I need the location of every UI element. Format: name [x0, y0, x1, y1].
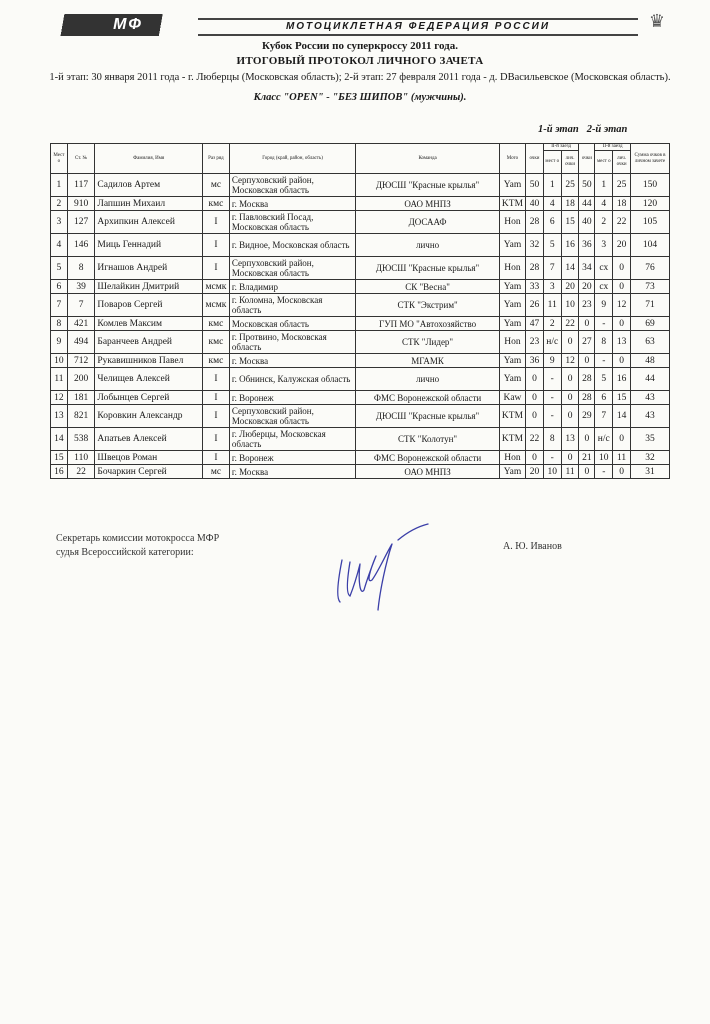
- table-row: [51, 428, 670, 451]
- row-rank: I: [202, 405, 229, 428]
- row-sum: 76: [631, 257, 670, 280]
- row-name: Игнашов Андрей: [95, 257, 203, 280]
- row-rank: мс: [202, 174, 229, 197]
- header-s1-points: лич. очки: [561, 151, 579, 174]
- row-s2-total: 29: [579, 405, 595, 428]
- row-team: ФМС Воронежской области: [356, 451, 500, 465]
- row-s2-points: 0: [613, 317, 631, 331]
- row-s1-points: 0: [561, 451, 579, 465]
- row-start-num: 8: [67, 257, 95, 280]
- row-s1-place: 2: [543, 317, 561, 331]
- row-team: ДЮСШ "Красные крылья": [356, 405, 500, 428]
- row-s1-place: 11: [543, 294, 561, 317]
- row-city: г. Москва: [229, 465, 355, 479]
- row-rank: I: [202, 391, 229, 405]
- stage-labels: [538, 124, 648, 135]
- row-sum: 71: [631, 294, 670, 317]
- row-s2-points: 13: [613, 331, 631, 354]
- row-sum: 63: [631, 331, 670, 354]
- header-team: Команда: [356, 144, 500, 174]
- row-sum: 43: [631, 391, 670, 405]
- row-city: г. Москва: [229, 354, 355, 368]
- row-start-num: 110: [67, 451, 95, 465]
- row-city: г. Протвино, Московская область: [229, 331, 355, 354]
- row-s1-total: 28: [526, 211, 544, 234]
- row-team: СТК "Колотун": [356, 428, 500, 451]
- row-place: 14: [51, 428, 68, 451]
- header-name: Фамилия, Имя: [95, 144, 203, 174]
- row-s1-total: 47: [526, 317, 544, 331]
- row-team: ДЮСШ "Красные крылья": [356, 174, 500, 197]
- row-s2-place: 8: [595, 331, 613, 354]
- table-row: [51, 294, 670, 317]
- document-header: [48, 14, 638, 36]
- row-rank: I: [202, 234, 229, 257]
- table-row: [51, 368, 670, 391]
- table-row: [51, 280, 670, 294]
- row-s1-points: 0: [561, 405, 579, 428]
- row-s1-place: 7: [543, 257, 561, 280]
- row-s2-place: -: [595, 354, 613, 368]
- row-s1-points: 20: [561, 280, 579, 294]
- row-moto: KTM: [499, 405, 525, 428]
- row-s2-points: 22: [613, 211, 631, 234]
- row-s2-points: 0: [613, 257, 631, 280]
- row-s2-points: 18: [613, 197, 631, 211]
- row-name: Баранчеев Андрей: [95, 331, 203, 354]
- row-city: г. Люберцы, Московская область: [229, 428, 355, 451]
- row-place: 8: [51, 317, 68, 331]
- signer-name: А. Ю. Иванов: [503, 541, 562, 552]
- row-team: ФМС Воронежской области: [356, 391, 500, 405]
- results-table: [50, 143, 670, 479]
- row-start-num: 181: [67, 391, 95, 405]
- row-s1-points: 22: [561, 317, 579, 331]
- row-s2-place: 10: [595, 451, 613, 465]
- row-s1-points: 0: [561, 331, 579, 354]
- row-start-num: 22: [67, 465, 95, 479]
- row-start-num: 7: [67, 294, 95, 317]
- row-team: ДОСААФ: [356, 211, 500, 234]
- row-rank: кмс: [202, 331, 229, 354]
- row-sum: 69: [631, 317, 670, 331]
- row-s1-total: 23: [526, 331, 544, 354]
- row-s2-points: 0: [613, 354, 631, 368]
- row-s2-points: 16: [613, 368, 631, 391]
- row-place: 5: [51, 257, 68, 280]
- row-moto: KTM: [499, 428, 525, 451]
- row-start-num: 910: [67, 197, 95, 211]
- header-s2-points: лич. очки: [613, 151, 631, 174]
- row-s2-points: 12: [613, 294, 631, 317]
- row-start-num: 117: [67, 174, 95, 197]
- row-moto: Hon: [499, 257, 525, 280]
- row-place: 13: [51, 405, 68, 428]
- row-s1-total: 40: [526, 197, 544, 211]
- row-s2-total: 27: [579, 331, 595, 354]
- row-sum: 31: [631, 465, 670, 479]
- row-rank: мс: [202, 465, 229, 479]
- row-team: СТК "Экстрим": [356, 294, 500, 317]
- row-s1-total: 0: [526, 368, 544, 391]
- row-moto: Yam: [499, 294, 525, 317]
- row-sum: 105: [631, 211, 670, 234]
- row-rank: мсмк: [202, 280, 229, 294]
- stage2-label: 2-й этап: [586, 124, 628, 135]
- row-name: Лобынцев Сергей: [95, 391, 203, 405]
- row-sum: 120: [631, 197, 670, 211]
- row-s1-place: 1: [543, 174, 561, 197]
- row-city: г. Москва: [229, 197, 355, 211]
- row-rank: I: [202, 368, 229, 391]
- row-rank: кмс: [202, 354, 229, 368]
- header-s2-total: очки: [579, 144, 595, 174]
- row-s2-place: 3: [595, 234, 613, 257]
- row-start-num: 146: [67, 234, 95, 257]
- row-s2-place: сх: [595, 257, 613, 280]
- secretary-title: Секретарь комиссии мотокросса МФР: [56, 533, 220, 544]
- row-s2-total: 0: [579, 465, 595, 479]
- row-s1-points: 13: [561, 428, 579, 451]
- row-s2-points: 0: [613, 280, 631, 294]
- row-s2-total: 36: [579, 234, 595, 257]
- row-s2-total: 40: [579, 211, 595, 234]
- table-row: [51, 391, 670, 405]
- row-name: Архипкин Алексей: [95, 211, 203, 234]
- row-s1-place: 10: [543, 465, 561, 479]
- row-sum: 48: [631, 354, 670, 368]
- row-place: 2: [51, 197, 68, 211]
- header-s2-place: мест о: [595, 151, 613, 174]
- row-sum: 43: [631, 405, 670, 428]
- row-team: ОАО МНПЗ: [356, 197, 500, 211]
- row-s2-total: 0: [579, 354, 595, 368]
- row-s2-points: 25: [613, 174, 631, 197]
- row-name: Комлев Максим: [95, 317, 203, 331]
- row-moto: Yam: [499, 368, 525, 391]
- row-start-num: 39: [67, 280, 95, 294]
- row-s1-points: 0: [561, 391, 579, 405]
- row-rank: мсмк: [202, 294, 229, 317]
- row-start-num: 421: [67, 317, 95, 331]
- row-s2-place: -: [595, 317, 613, 331]
- header-s2-race: II-й заезд: [595, 144, 631, 151]
- row-team: лично: [356, 368, 500, 391]
- row-s2-total: 23: [579, 294, 595, 317]
- row-s1-place: -: [543, 405, 561, 428]
- row-city: г. Обнинск, Калужская область: [229, 368, 355, 391]
- row-s1-points: 16: [561, 234, 579, 257]
- row-s1-place: 8: [543, 428, 561, 451]
- row-s1-points: 10: [561, 294, 579, 317]
- row-team: ГУП МО "Автохозяйство: [356, 317, 500, 331]
- stages-description: 1-й этап: 30 января 2011 года - г. Люберцы (Московская область); 2-й этап: 27 февраля 2011 года - д. DВасильевское (Московская область).: [49, 72, 671, 83]
- row-s2-place: н/с: [595, 428, 613, 451]
- row-s1-points: 25: [561, 174, 579, 197]
- row-sum: 44: [631, 368, 670, 391]
- row-moto: Hon: [499, 331, 525, 354]
- table-row: [51, 211, 670, 234]
- row-s1-place: 9: [543, 354, 561, 368]
- row-s2-total: 28: [579, 391, 595, 405]
- row-s1-total: 50: [526, 174, 544, 197]
- row-team: лично: [356, 234, 500, 257]
- row-team: СТК "Лидер": [356, 331, 500, 354]
- table-row: [51, 465, 670, 479]
- results-body: [51, 174, 670, 479]
- row-s1-total: 28: [526, 257, 544, 280]
- table-header-row: [51, 144, 670, 151]
- row-sum: 35: [631, 428, 670, 451]
- table-row: [51, 354, 670, 368]
- row-s2-place: 9: [595, 294, 613, 317]
- row-name: Швецов Роман: [95, 451, 203, 465]
- row-place: 9: [51, 331, 68, 354]
- row-city: г. Павловский Посад, Московская область: [229, 211, 355, 234]
- row-s1-total: 22: [526, 428, 544, 451]
- row-s2-total: 20: [579, 280, 595, 294]
- row-start-num: 821: [67, 405, 95, 428]
- row-s1-total: 26: [526, 294, 544, 317]
- row-s2-place: 7: [595, 405, 613, 428]
- row-s2-points: 15: [613, 391, 631, 405]
- table-row: [51, 234, 670, 257]
- row-s2-total: 50: [579, 174, 595, 197]
- row-start-num: 200: [67, 368, 95, 391]
- row-moto: Yam: [499, 465, 525, 479]
- row-name: Коровкин Александр: [95, 405, 203, 428]
- row-moto: Yam: [499, 354, 525, 368]
- row-s2-points: 20: [613, 234, 631, 257]
- row-s1-total: 0: [526, 391, 544, 405]
- row-s2-points: 11: [613, 451, 631, 465]
- row-moto: KTM: [499, 197, 525, 211]
- row-place: 16: [51, 465, 68, 479]
- table-row: [51, 317, 670, 331]
- table-row: [51, 197, 670, 211]
- header-moto: Мото: [499, 144, 525, 174]
- row-sum: 32: [631, 451, 670, 465]
- secretary-block: [56, 532, 219, 560]
- federation-name: МОТОЦИКЛЕТНАЯ ФЕДЕРАЦИЯ РОССИИ: [198, 18, 638, 36]
- class-title: Класс "OPEN" - "БЕЗ ШИПОВ" (мужчины).: [253, 92, 467, 103]
- row-s1-place: 6: [543, 211, 561, 234]
- row-s1-points: 18: [561, 197, 579, 211]
- header-rank: Раз ряд: [202, 144, 229, 174]
- row-moto: Hon: [499, 451, 525, 465]
- row-place: 15: [51, 451, 68, 465]
- row-name: Рукавишников Павел: [95, 354, 203, 368]
- row-sum: 73: [631, 280, 670, 294]
- row-rank: I: [202, 428, 229, 451]
- row-place: 6: [51, 280, 68, 294]
- row-s1-points: 15: [561, 211, 579, 234]
- row-place: 10: [51, 354, 68, 368]
- row-moto: Yam: [499, 280, 525, 294]
- row-s2-total: 34: [579, 257, 595, 280]
- row-s1-points: 0: [561, 368, 579, 391]
- table-row: [51, 174, 670, 197]
- row-city: г. Воронеж: [229, 391, 355, 405]
- header-start-num: Ст. №: [67, 144, 95, 174]
- row-city: г. Видное, Московская область: [229, 234, 355, 257]
- row-city: г. Воронеж: [229, 451, 355, 465]
- row-s1-place: 3: [543, 280, 561, 294]
- row-s1-total: 36: [526, 354, 544, 368]
- row-s1-place: -: [543, 451, 561, 465]
- row-name: Челищев Алексей: [95, 368, 203, 391]
- row-city: г. Коломна, Московская область: [229, 294, 355, 317]
- row-s1-total: 32: [526, 234, 544, 257]
- row-rank: кмс: [202, 197, 229, 211]
- protocol-title: ИТОГОВЫЙ ПРОТОКОЛ ЛИЧНОГО ЗАЧЕТА: [236, 55, 484, 67]
- eagle-icon: ♛: [648, 11, 666, 31]
- row-name: Апатьев Алексей: [95, 428, 203, 451]
- row-moto: Yam: [499, 234, 525, 257]
- row-moto: Yam: [499, 174, 525, 197]
- row-name: Лапшин Михаил: [95, 197, 203, 211]
- title-block: [40, 40, 680, 103]
- table-row: [51, 257, 670, 280]
- row-city: Серпуховский район, Московская область: [229, 405, 355, 428]
- row-s1-total: 33: [526, 280, 544, 294]
- table-row: [51, 405, 670, 428]
- row-s1-total: 0: [526, 451, 544, 465]
- row-city: Серпуховский район, Московская область: [229, 174, 355, 197]
- row-team: МГАМК: [356, 354, 500, 368]
- row-place: 1: [51, 174, 68, 197]
- row-place: 11: [51, 368, 68, 391]
- row-s1-place: -: [543, 368, 561, 391]
- row-start-num: 127: [67, 211, 95, 234]
- row-team: ОАО МНПЗ: [356, 465, 500, 479]
- table-row: [51, 331, 670, 354]
- row-rank: I: [202, 257, 229, 280]
- header-s1-place: мест о: [543, 151, 561, 174]
- row-s1-place: 4: [543, 197, 561, 211]
- row-s1-place: н/с: [543, 331, 561, 354]
- row-rank: кмс: [202, 317, 229, 331]
- row-s1-place: -: [543, 391, 561, 405]
- row-city: Серпуховский район, Московская область: [229, 257, 355, 280]
- stage1-label: 1-й этап: [538, 124, 579, 135]
- row-team: СК "Весна": [356, 280, 500, 294]
- row-s2-place: 5: [595, 368, 613, 391]
- row-s1-total: 20: [526, 465, 544, 479]
- row-s1-place: 5: [543, 234, 561, 257]
- row-team: ДЮСШ "Красные крылья": [356, 257, 500, 280]
- header-sum: Сумма очков в личном зачете: [631, 144, 670, 174]
- row-s2-place: сх: [595, 280, 613, 294]
- row-s1-total: 0: [526, 405, 544, 428]
- judge-category: судья Всероссийской категории:: [56, 547, 194, 558]
- row-s1-points: 12: [561, 354, 579, 368]
- row-s2-points: 0: [613, 428, 631, 451]
- row-name: Поваров Сергей: [95, 294, 203, 317]
- row-sum: 150: [631, 174, 670, 197]
- cup-title: Кубок России по суперкроссу 2011 года.: [262, 40, 458, 52]
- table-row: [51, 451, 670, 465]
- row-rank: I: [202, 451, 229, 465]
- header-s1-race: II-й заезд: [543, 144, 579, 151]
- header-s1-total: очки: [526, 144, 544, 174]
- row-s2-place: 6: [595, 391, 613, 405]
- row-s2-place: -: [595, 465, 613, 479]
- row-s2-total: 0: [579, 317, 595, 331]
- row-name: Бочаркин Сергей: [95, 465, 203, 479]
- row-s2-total: 21: [579, 451, 595, 465]
- header-place: Мест о: [51, 144, 68, 174]
- row-city: г. Владимир: [229, 280, 355, 294]
- row-s2-points: 14: [613, 405, 631, 428]
- row-place: 4: [51, 234, 68, 257]
- row-start-num: 538: [67, 428, 95, 451]
- row-sum: 104: [631, 234, 670, 257]
- row-place: 3: [51, 211, 68, 234]
- federation-logo: МФ: [48, 14, 208, 36]
- row-s2-place: 4: [595, 197, 613, 211]
- row-moto: Hon: [499, 211, 525, 234]
- row-name: Шелайкин Дмитрий: [95, 280, 203, 294]
- row-name: Миць Геннадий: [95, 234, 203, 257]
- row-s1-points: 14: [561, 257, 579, 280]
- row-place: 12: [51, 391, 68, 405]
- row-start-num: 712: [67, 354, 95, 368]
- row-rank: I: [202, 211, 229, 234]
- row-s2-place: 1: [595, 174, 613, 197]
- row-s2-total: 28: [579, 368, 595, 391]
- row-s1-points: 11: [561, 465, 579, 479]
- row-start-num: 494: [67, 331, 95, 354]
- row-s2-total: 0: [579, 428, 595, 451]
- header-city: Город (край, район, область): [229, 144, 355, 174]
- row-s2-place: 2: [595, 211, 613, 234]
- row-moto: Yam: [499, 317, 525, 331]
- signature-image: [320, 520, 450, 615]
- row-city: Московская область: [229, 317, 355, 331]
- row-name: Садилов Артем: [95, 174, 203, 197]
- row-moto: Kaw: [499, 391, 525, 405]
- row-place: 7: [51, 294, 68, 317]
- row-s2-points: 0: [613, 465, 631, 479]
- row-s2-total: 44: [579, 197, 595, 211]
